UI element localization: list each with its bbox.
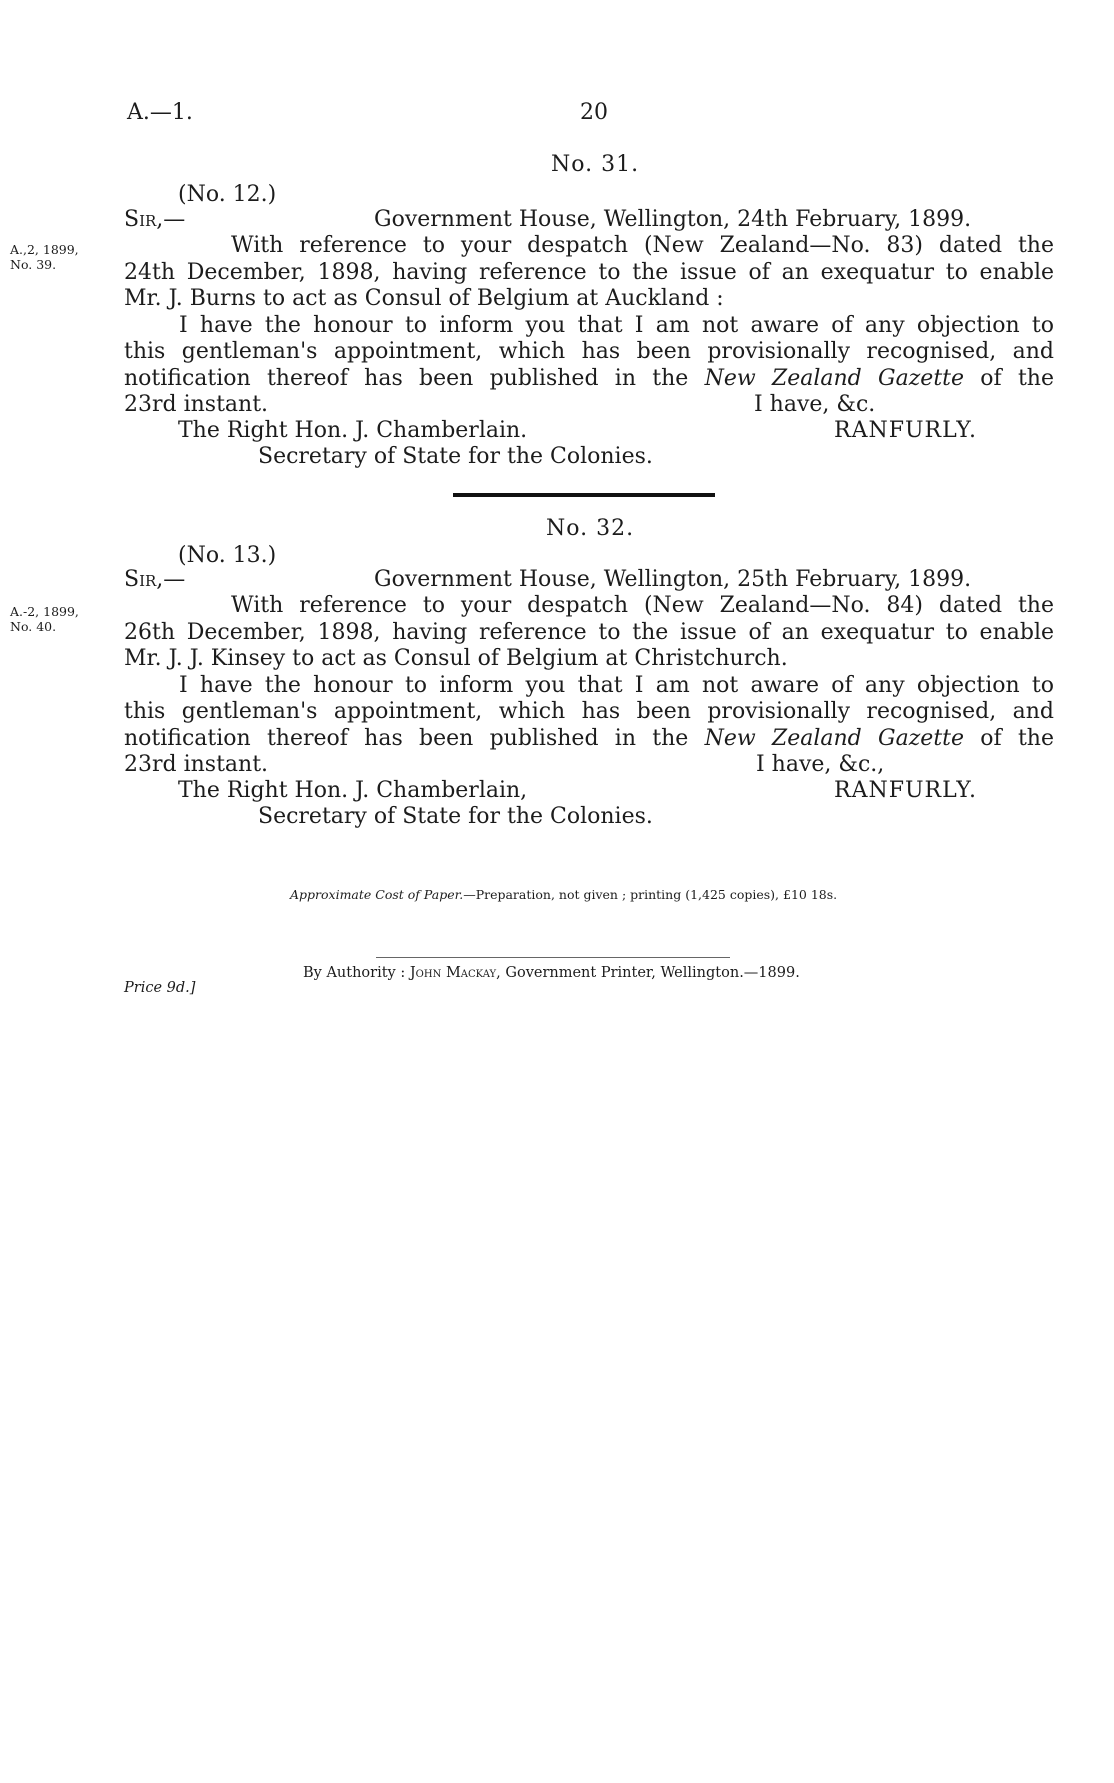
printer-name: John Mackay, — [409, 965, 501, 981]
signature: RANFURLY. — [834, 778, 977, 803]
paragraph-line — [124, 366, 1054, 393]
despatch-number: (No. 13.) — [178, 543, 277, 568]
paragraph-line: this gentleman's appointment, which has been provisionally recognised, and — [124, 699, 1054, 724]
cost-label: Approximate Cost of Paper. — [290, 887, 464, 902]
paragraph-text: of the — [980, 725, 1054, 751]
address-date: Government House, Wellington, 25th February, 1899. — [374, 567, 972, 592]
cost-text: —Preparation, not given ; printing (1,425 copies), £10 18s. — [463, 887, 838, 902]
addressee: The Right Hon. J. Chamberlain. — [178, 418, 528, 443]
margin-reference-line: A.-2, 1899, — [10, 604, 79, 619]
letter-heading: No. 31. — [551, 152, 640, 177]
margin-reference-line: A.,2, 1899, — [10, 242, 79, 257]
paragraph-line — [124, 726, 1054, 753]
margin-reference — [10, 242, 79, 272]
page-number: 20 — [580, 100, 608, 125]
closing: I have, &c., — [756, 752, 885, 777]
cost-of-paper-note — [290, 887, 837, 902]
margin-reference — [10, 604, 79, 634]
signature: RANFURLY. — [834, 418, 977, 443]
authority-prefix: By Authority : — [303, 965, 406, 981]
paragraph-text: notification thereof has been published in the — [124, 365, 689, 391]
salutation: Sir,— — [124, 207, 186, 232]
addressee-title: Secretary of State for the Colonies. — [258, 804, 653, 829]
despatch-number: (No. 12.) — [178, 182, 277, 207]
letter-heading: No. 32. — [546, 516, 635, 541]
paragraph-line: With reference to your despatch (New Zealand—No. 83) dated the — [231, 233, 1054, 258]
addressee-title: Secretary of State for the Colonies. — [258, 444, 653, 469]
paragraph-line: Mr. J. Burns to act as Consul of Belgium at Auckland : — [124, 286, 724, 311]
letter-body — [124, 593, 1054, 779]
section-divider — [453, 493, 715, 497]
paragraph-text: of the — [980, 365, 1054, 391]
letter-body — [124, 233, 1054, 419]
margin-reference-line: No. 40. — [10, 619, 57, 634]
paragraph-line: With reference to your despatch (New Zealand—No. 84) dated the — [231, 593, 1054, 618]
margin-reference-line: No. 39. — [10, 257, 57, 272]
closing: I have, &c. — [754, 392, 876, 417]
paragraph-line: I have the honour to inform you that I am not aware of any objection to — [179, 312, 1054, 338]
gazette-title: New Zealand Gazette — [704, 365, 965, 391]
paragraph-text: notification thereof has been published in the — [124, 725, 689, 751]
paragraph-line: this gentleman's appointment, which has been provisionally recognised, and — [124, 339, 1054, 364]
address-date: Government House, Wellington, 24th February, 1899. — [374, 207, 972, 232]
printer-imprint — [303, 965, 800, 981]
paragraph-line: 23rd instant. — [124, 392, 269, 417]
paragraph-line: 24th December, 1898, having reference to the issue of an exequatur to enable — [124, 259, 1054, 285]
addressee: The Right Hon. J. Chamberlain, — [178, 778, 528, 803]
authority-suffix: Government Printer, Wellington.—1899. — [505, 965, 800, 981]
paragraph-line: I have the honour to inform you that I am not aware of any objection to — [179, 672, 1054, 698]
document-series: A.—1. — [127, 100, 193, 125]
paragraph-line: 26th December, 1898, having reference to the issue of an exequatur to enable — [124, 619, 1054, 645]
paragraph-line: 23rd instant. — [124, 752, 269, 777]
price: Price 9d.] — [124, 980, 196, 996]
paragraph-line: Mr. J. J. Kinsey to act as Consul of Belgium at Christchurch. — [124, 646, 788, 671]
footer-rule — [376, 957, 730, 958]
salutation: Sir,— — [124, 567, 186, 592]
gazette-title: New Zealand Gazette — [704, 725, 965, 751]
